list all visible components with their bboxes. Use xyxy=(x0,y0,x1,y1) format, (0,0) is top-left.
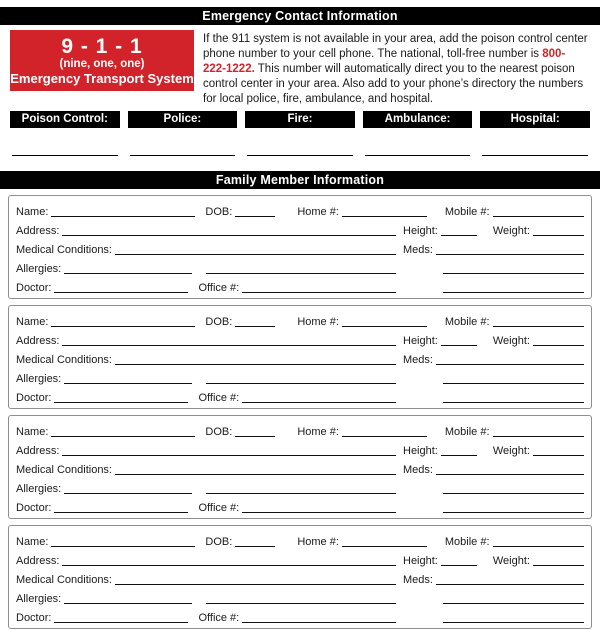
name-field-line[interactable] xyxy=(51,425,195,437)
office-number-field-line[interactable] xyxy=(242,281,396,293)
name-label: Name: xyxy=(16,536,49,548)
height-label: Height: xyxy=(403,445,438,457)
medical-conditions-field-line[interactable] xyxy=(115,353,396,365)
doctor-field-line[interactable] xyxy=(54,611,188,623)
office-number-field-line[interactable] xyxy=(242,391,396,403)
meds-label: Meds: xyxy=(403,354,433,366)
meds-continuation-line[interactable] xyxy=(443,482,584,494)
member-row-address xyxy=(16,440,584,459)
medical-conditions-field-line[interactable] xyxy=(115,463,396,475)
medical-conditions-label: Medical Conditions: xyxy=(16,574,112,586)
meds-continuation-line[interactable] xyxy=(443,592,584,604)
mobile-number-label: Mobile #: xyxy=(444,206,490,218)
height-label: Height: xyxy=(403,225,438,237)
weight-label: Weight: xyxy=(492,225,530,237)
badge-911-words: (nine, one, one) xyxy=(59,58,145,70)
emergency-contacts-write-lines xyxy=(10,154,590,156)
address-field-line[interactable] xyxy=(62,334,396,346)
mobile-number-field-line[interactable] xyxy=(493,535,584,547)
medical-conditions-label: Medical Conditions: xyxy=(16,244,112,256)
office-number-label: Office #: xyxy=(198,612,240,624)
member-row-medical xyxy=(16,349,584,368)
meds-label: Meds: xyxy=(403,244,433,256)
allergies-label: Allergies: xyxy=(16,483,62,495)
meds-field-line[interactable] xyxy=(436,463,584,475)
member-row-identity xyxy=(16,201,584,220)
mobile-number-field-line[interactable] xyxy=(493,425,584,437)
instructions-text-after: This number will automatically direct you to the nearest poison control center in your area. Also add to your phone’s directory the numbers for local police, fire, ambulance, and hospital. xyxy=(203,63,584,105)
meds-continuation-line-2[interactable] xyxy=(443,391,584,403)
allergies-continuation-line[interactable] xyxy=(206,262,396,274)
medical-conditions-label: Medical Conditions: xyxy=(16,464,112,476)
poison-control-write-line[interactable] xyxy=(12,154,118,156)
emergency-911-badge xyxy=(10,30,194,91)
badge-transport-caption: Emergency Transport System xyxy=(10,71,194,86)
address-field-line[interactable] xyxy=(62,444,396,456)
contact-label-ambulance: Ambulance: xyxy=(363,111,473,128)
name-field-line[interactable] xyxy=(51,535,195,547)
contact-label-police: Police: xyxy=(128,111,238,128)
member-row-medical xyxy=(16,459,584,478)
member-row-identity xyxy=(16,531,584,550)
doctor-field-line[interactable] xyxy=(54,281,188,293)
height-field-line[interactable] xyxy=(441,444,477,456)
family-section-bar xyxy=(0,171,600,189)
contact-label-hospital: Hospital: xyxy=(480,111,590,128)
meds-continuation-line-2[interactable] xyxy=(443,611,584,623)
emergency-contacts-row xyxy=(10,111,590,128)
dob-field-line[interactable] xyxy=(235,315,275,327)
name-field-line[interactable] xyxy=(51,205,195,217)
contact-label-fire: Fire: xyxy=(245,111,355,128)
page-title: Emergency Contact Information xyxy=(202,9,398,23)
fire-write-line[interactable] xyxy=(247,154,353,156)
member-row-allergies xyxy=(16,368,584,387)
address-field-line[interactable] xyxy=(62,554,396,566)
doctor-label: Doctor: xyxy=(16,502,52,514)
contact-label-poison-control: Poison Control: xyxy=(10,111,120,128)
member-row-address xyxy=(16,550,584,569)
home-number-field-line[interactable] xyxy=(342,535,427,547)
member-row-doctor xyxy=(16,387,584,406)
emergency-info-section xyxy=(0,25,600,108)
meds-continuation-line-2[interactable] xyxy=(443,501,584,513)
home-number-field-line[interactable] xyxy=(342,205,427,217)
weight-label: Weight: xyxy=(492,445,530,457)
home-number-field-line[interactable] xyxy=(342,315,427,327)
doctor-label: Doctor: xyxy=(16,282,52,294)
name-label: Name: xyxy=(16,426,49,438)
member-row-doctor xyxy=(16,497,584,516)
medical-conditions-field-line[interactable] xyxy=(115,243,396,255)
meds-label: Meds: xyxy=(403,574,433,586)
office-number-label: Office #: xyxy=(198,502,240,514)
meds-field-line[interactable] xyxy=(436,243,584,255)
office-number-field-line[interactable] xyxy=(242,501,396,513)
dob-label: DOB: xyxy=(205,426,233,438)
dob-label: DOB: xyxy=(205,536,233,548)
allergies-label: Allergies: xyxy=(16,263,62,275)
form-page xyxy=(0,7,600,629)
meds-continuation-line-2[interactable] xyxy=(443,281,584,293)
family-member-block xyxy=(8,195,592,299)
office-number-label: Office #: xyxy=(198,392,240,404)
address-label: Address: xyxy=(16,225,60,237)
office-number-field-line[interactable] xyxy=(242,611,396,623)
mobile-number-label: Mobile #: xyxy=(444,316,490,328)
doctor-field-line[interactable] xyxy=(54,501,188,513)
height-label: Height: xyxy=(403,555,438,567)
weight-field-line[interactable] xyxy=(533,554,584,566)
home-number-label: Home #: xyxy=(297,316,339,328)
meds-continuation-line[interactable] xyxy=(443,372,584,384)
allergies-field-line[interactable] xyxy=(64,372,192,384)
badge-911-number: 9 - 1 - 1 xyxy=(61,35,143,58)
member-row-identity xyxy=(16,311,584,330)
address-field-line[interactable] xyxy=(62,224,396,236)
office-number-label: Office #: xyxy=(198,282,240,294)
ambulance-write-line[interactable] xyxy=(365,154,471,156)
name-label: Name: xyxy=(16,316,49,328)
member-row-allergies xyxy=(16,478,584,497)
allergies-label: Allergies: xyxy=(16,593,62,605)
height-field-line[interactable] xyxy=(441,224,477,236)
member-row-allergies xyxy=(16,258,584,277)
allergies-field-line[interactable] xyxy=(64,262,192,274)
allergies-label: Allergies: xyxy=(16,373,62,385)
weight-field-line[interactable] xyxy=(533,334,584,346)
family-member-block xyxy=(8,415,592,519)
meds-field-line[interactable] xyxy=(436,353,584,365)
address-label: Address: xyxy=(16,445,60,457)
home-number-label: Home #: xyxy=(297,536,339,548)
home-number-field-line[interactable] xyxy=(342,425,427,437)
member-row-medical xyxy=(16,239,584,258)
height-field-line[interactable] xyxy=(441,334,477,346)
medical-conditions-field-line[interactable] xyxy=(115,573,396,585)
instructions-paragraph xyxy=(194,30,590,108)
mobile-number-label: Mobile #: xyxy=(444,536,490,548)
meds-field-line[interactable] xyxy=(436,573,584,585)
allergies-continuation-line[interactable] xyxy=(206,482,396,494)
family-member-block xyxy=(8,305,592,409)
weight-field-line[interactable] xyxy=(533,224,584,236)
medical-conditions-label: Medical Conditions: xyxy=(16,354,112,366)
allergies-continuation-line[interactable] xyxy=(206,592,396,604)
allergies-field-line[interactable] xyxy=(64,592,192,604)
home-number-label: Home #: xyxy=(297,426,339,438)
weight-label: Weight: xyxy=(492,335,530,347)
dob-label: DOB: xyxy=(205,206,233,218)
home-number-label: Home #: xyxy=(297,206,339,218)
name-field-line[interactable] xyxy=(51,315,195,327)
hospital-write-line[interactable] xyxy=(482,154,588,156)
member-row-doctor xyxy=(16,607,584,626)
instructions-text-before: If the 911 system is not available in your area, add the poison control center phone number to your cell phone. The national, toll-free number is xyxy=(203,33,588,60)
height-field-line[interactable] xyxy=(441,554,477,566)
meds-label: Meds: xyxy=(403,464,433,476)
mobile-number-field-line[interactable] xyxy=(493,315,584,327)
member-row-address xyxy=(16,330,584,349)
mobile-number-field-line[interactable] xyxy=(493,205,584,217)
weight-label: Weight: xyxy=(492,555,530,567)
police-write-line[interactable] xyxy=(130,154,236,156)
weight-field-line[interactable] xyxy=(533,444,584,456)
member-row-medical xyxy=(16,569,584,588)
doctor-field-line[interactable] xyxy=(54,391,188,403)
member-row-identity xyxy=(16,421,584,440)
doctor-label: Doctor: xyxy=(16,612,52,624)
address-label: Address: xyxy=(16,555,60,567)
address-label: Address: xyxy=(16,335,60,347)
mobile-number-label: Mobile #: xyxy=(444,426,490,438)
member-row-address xyxy=(16,220,584,239)
dob-field-line[interactable] xyxy=(235,535,275,547)
family-member-blocks xyxy=(0,195,600,629)
poison-control-phone: 800-222-1222. xyxy=(203,48,566,75)
dob-field-line[interactable] xyxy=(235,205,275,217)
member-row-doctor xyxy=(16,277,584,296)
allergies-field-line[interactable] xyxy=(64,482,192,494)
meds-continuation-line[interactable] xyxy=(443,262,584,274)
name-label: Name: xyxy=(16,206,49,218)
height-label: Height: xyxy=(403,335,438,347)
header-bar xyxy=(0,7,600,25)
family-member-block xyxy=(8,525,592,629)
doctor-label: Doctor: xyxy=(16,392,52,404)
allergies-continuation-line[interactable] xyxy=(206,372,396,384)
family-section-title: Family Member Information xyxy=(215,173,385,187)
dob-label: DOB: xyxy=(205,316,233,328)
dob-field-line[interactable] xyxy=(235,425,275,437)
member-row-allergies xyxy=(16,588,584,607)
